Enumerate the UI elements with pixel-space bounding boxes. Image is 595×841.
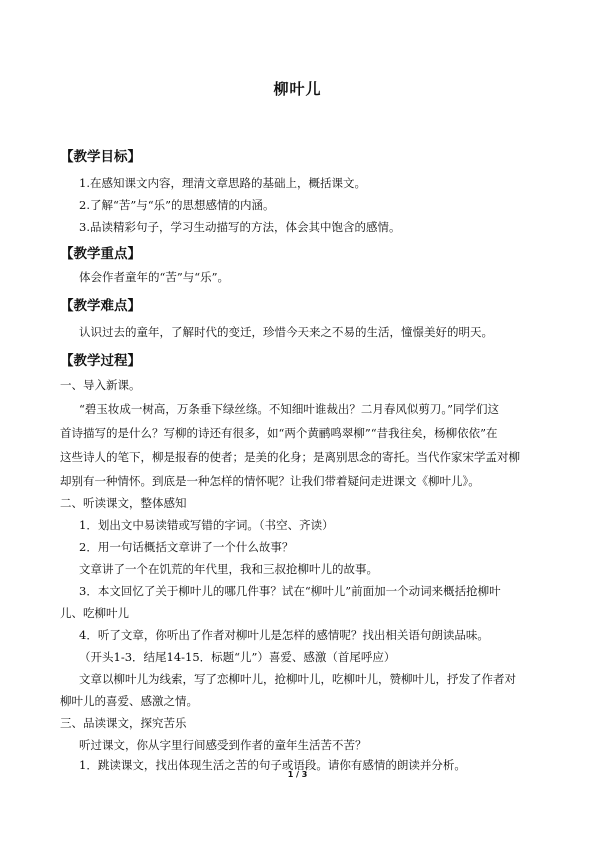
difficulties-text: 认识过去的童年，了解时代的变迁，珍惜今天来之不易的生活，憧憬美好的明天。 (79, 325, 493, 339)
document-title: 柳叶儿 (273, 80, 322, 98)
process-line: 首诗描写的是什么？写柳的诗还有很多，如“两个黄鹂鸣翠柳”“昔我往矣，杨柳依依”在 (60, 426, 498, 440)
process-line: 儿、吃柳叶儿 (60, 606, 129, 620)
process-line: （开头1-3．结尾14-15．标题“儿”）喜爱、感激（首尾呼应） (79, 650, 396, 664)
difficulties-heading: 【教学难点】 (60, 298, 141, 314)
page-number: 1 / 3 (287, 770, 308, 779)
key-points-heading: 【教学重点】 (60, 246, 141, 262)
objectives-heading: 【教学目标】 (60, 149, 141, 165)
process-line: 文章讲了一个在饥荒的年代里，我和三叔抢柳叶儿的故事。 (79, 562, 378, 576)
process-line: 一、导入新课。 (60, 378, 141, 392)
process-line: 听过课文，你从字里行间感受到作者的童年生活苦不苦？ (79, 738, 367, 752)
process-line: 4．听了文章，你听出了作者对柳叶儿是怎样的感情呢？找出相关语句朗读品味。 (79, 628, 489, 642)
process-line: 这些诗人的笔下，柳是报春的使者；是美的化身；是离别思念的寄托。当代作家宋学孟对柳 (60, 450, 520, 464)
process-line: 3．本文回忆了关于柳叶儿的哪几件事？试在“柳叶儿”前面加一个动词来概括抢柳叶 (79, 584, 501, 598)
process-line: 三、品读课文，探究苦乐 (60, 716, 187, 730)
process-line: 柳叶儿的喜爱、感激之情。 (60, 694, 198, 708)
process-line: 却别有一种情怀。到底是一种怎样的情怀呢？让我们带着疑问走进课文《柳叶儿》。 (60, 474, 480, 488)
process-line: “碧玉妆成一树高，万条垂下绿丝绦。不知细叶谁裁出？二月春风似剪刀。”同学们这 (79, 402, 500, 416)
objective-item: 1.在感知课文内容，理清文章思路的基础上，概括课文。 (79, 176, 366, 190)
process-line: 文章以柳叶儿为线索，写了恋柳叶儿，抢柳叶儿，吃柳叶儿，赞柳叶儿，抒发了作者对 (79, 672, 516, 686)
process-heading: 【教学过程】 (60, 353, 141, 369)
process-line: 1．跳读课文，找出体现生活之苦的句子或语段。请你有感情的朗读并分析。 (79, 758, 466, 772)
process-line: 2．用一句话概括文章讲了一个什么故事？ (79, 540, 294, 554)
process-line: 1．划出文中易读错或写错的字词。（书空、齐读） (79, 518, 334, 532)
key-points-text: 体会作者童年的“苦”与“乐”。 (79, 270, 230, 284)
objective-item: 3.品读精彩句子，学习生动描写的方法，体会其中饱含的感情。 (79, 220, 401, 234)
process-line: 二、听读课文，整体感知 (60, 496, 187, 510)
objective-item: 2.了解“苦”与“乐”的思想感情的内涵。 (79, 198, 275, 212)
